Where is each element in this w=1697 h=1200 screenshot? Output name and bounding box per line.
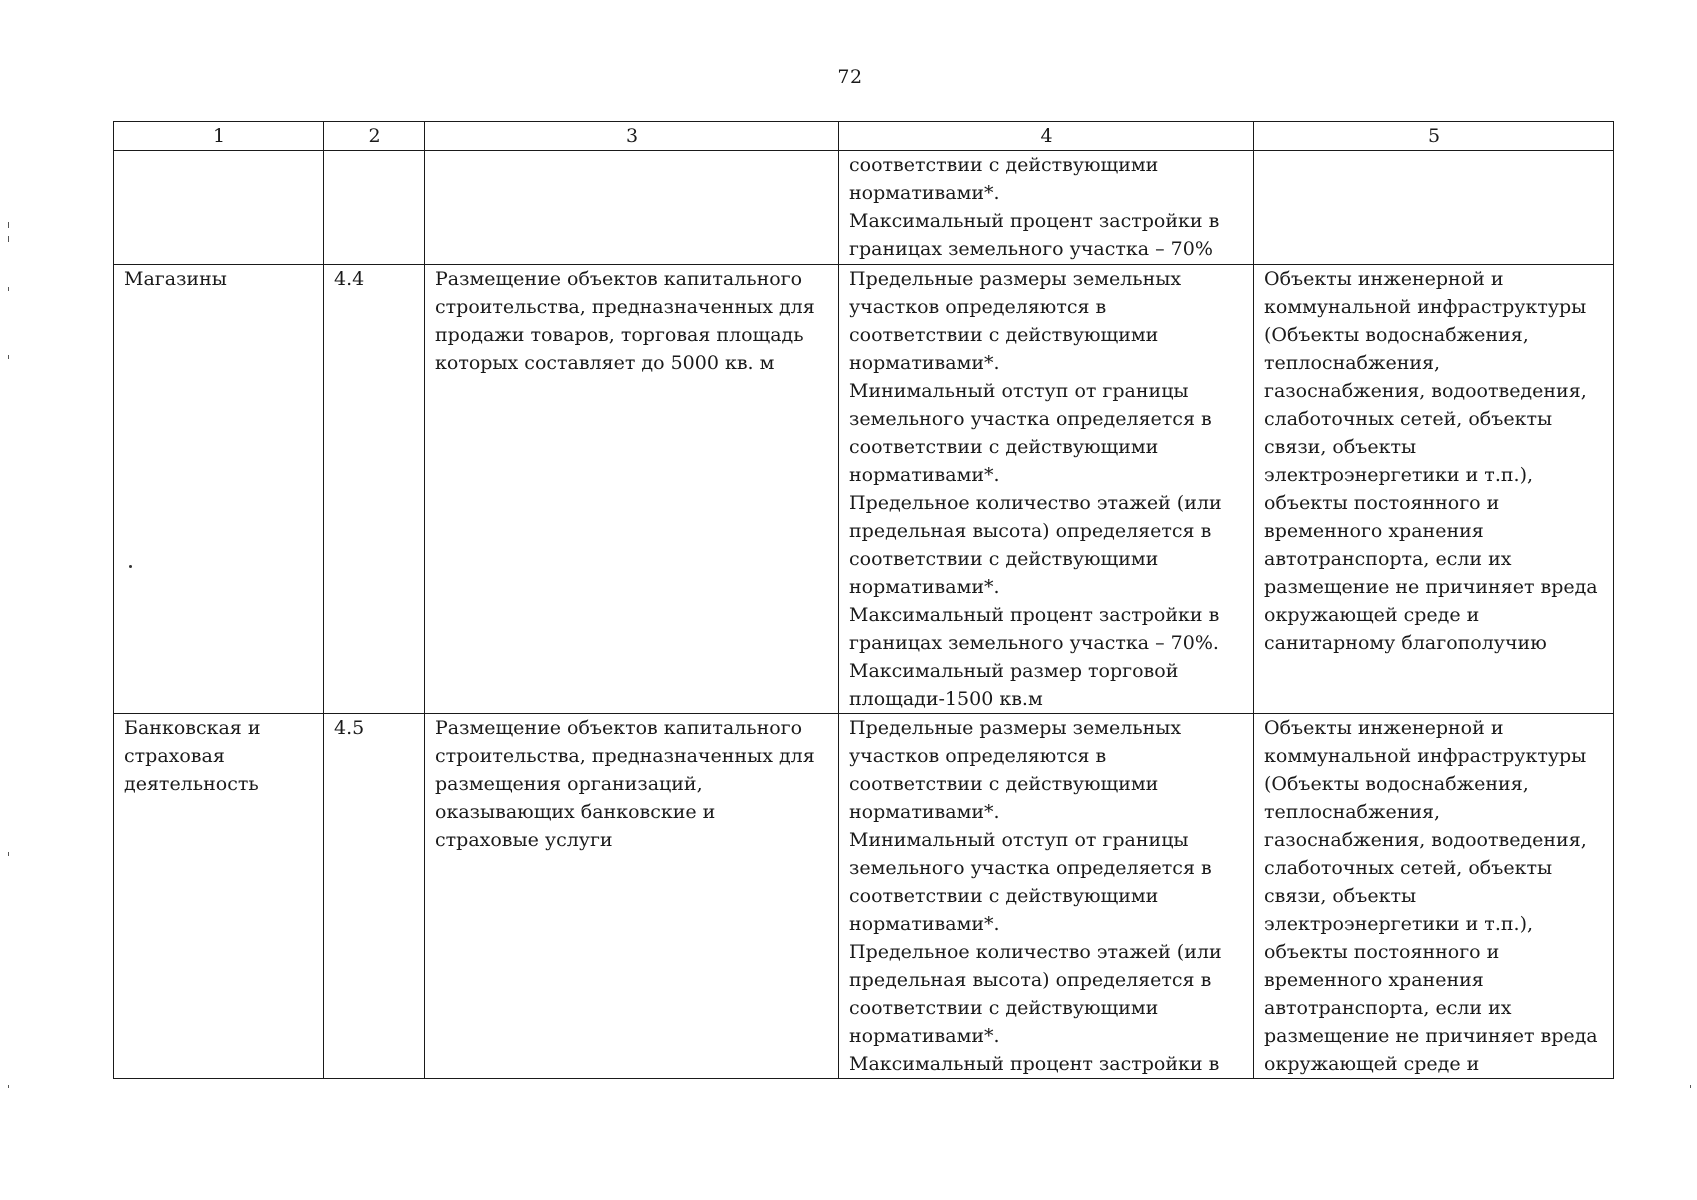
cell-text-line: нормативами*. [849,576,1000,598]
cell-text-line: (Объекты водоснабжения, [1264,773,1529,795]
cell-text-line: земельного участка определяется в [849,408,1212,430]
cell-text-line: связи, объекты [1264,885,1417,907]
cell-use-name [114,151,324,265]
cell-text-line: объекты постоянного и [1264,492,1500,514]
cell-text-line: санитарному благополучию [1264,632,1547,654]
cell-text-line: размещения организаций, [435,773,703,795]
cell-use-code: 4.4 [324,265,425,714]
cell-text-line: страховая [124,745,225,767]
cell-text-line: связи, объекты [1264,436,1417,458]
cell-text-line: продажи товаров, торговая площадь [435,324,804,346]
cell-text-line: нормативами*. [849,182,1000,204]
cell-text-line: размещение не причиняет вреда [1264,576,1598,598]
cell-text-line: Объекты инженерной и [1264,268,1504,290]
header-col-4: 4 [839,122,1254,151]
cell-auxiliary-uses [1254,151,1614,265]
cell-text-line: границах земельного участка – 70% [849,238,1213,260]
cell-text-line: автотранспорта, если их [1264,548,1512,570]
cell-parameters [839,714,1254,1079]
cell-text-line: деятельность [124,773,259,795]
cell-text-line: соответствии с действующими [849,885,1159,907]
scan-artifact [129,565,132,568]
cell-text-line: предельная высота) определяется в [849,520,1212,542]
cell-text-line: Объекты инженерной и [1264,717,1504,739]
header-col-5: 5 [1254,122,1614,151]
cell-text-line: теплоснабжения, [1264,352,1441,374]
cell-use-description [425,714,839,1079]
cell-text-line: страховые услуги [435,829,613,851]
cell-text-line: нормативами*. [849,1025,1000,1047]
cell-use-name [114,714,324,1079]
cell-text-line: которых составляет до 5000 кв. м [435,352,775,374]
cell-use-description [425,265,839,714]
cell-text-line: коммунальной инфраструктуры [1264,745,1587,767]
cell-text-line: строительства, предназначенных для [435,296,815,318]
cell-text-line: нормативами*. [849,464,1000,486]
cell-text-line: газоснабжения, водоотведения, [1264,829,1587,851]
cell-use-code [324,151,425,265]
scan-artifact [8,355,9,359]
scan-artifact [8,236,9,242]
cell-text-line: Предельное количество этажей (или [849,941,1222,963]
cell-text-line: Размещение объектов капитального [435,268,803,290]
cell-text-line: участков определяются в [849,745,1107,767]
cell-text-line: размещение не причиняет вреда [1264,1025,1598,1047]
cell-text-line: нормативами*. [849,801,1000,823]
zoning-table [113,121,1614,1079]
header-col-2: 2 [324,122,425,151]
cell-text-line: соответствии с действующими [849,997,1159,1019]
cell-text-line: автотранспорта, если их [1264,997,1512,1019]
cell-use-name [114,265,324,714]
cell-text-line: газоснабжения, водоотведения, [1264,380,1587,402]
scan-artifact [1690,1085,1691,1088]
page-number: 72 [837,66,863,88]
cell-text-line: временного хранения [1264,969,1484,991]
cell-text-line: Предельные размеры земельных [849,268,1182,290]
cell-text-line: земельного участка определяется в [849,857,1212,879]
cell-text-line: соответствии с действующими [849,154,1159,176]
cell-text-line: объекты постоянного и [1264,941,1500,963]
cell-text-line: предельная высота) определяется в [849,969,1212,991]
cell-text-line: участков определяются в [849,296,1107,318]
cell-text-line: электроэнергетики и т.п.), [1264,913,1534,935]
cell-text-line: слаботочных сетей, объекты [1264,857,1553,879]
scan-artifact [8,222,9,228]
cell-text-line: Размещение объектов капитального [435,717,803,739]
cell-text-line: Предельное количество этажей (или [849,492,1222,514]
cell-text-line: строительства, предназначенных для [435,745,815,767]
cell-text-line: Максимальный процент застройки в [849,1053,1220,1075]
cell-text-line: окружающей среде и [1264,604,1480,626]
cell-text-line: слаботочных сетей, объекты [1264,408,1553,430]
cell-text-line: Минимальный отступ от границы [849,829,1189,851]
cell-text-line: Максимальный процент застройки в [849,604,1220,626]
scan-artifact [8,287,9,291]
cell-text-line: теплоснабжения, [1264,801,1441,823]
header-col-1: 1 [114,122,324,151]
cell-text-line: соответствии с действующими [849,324,1159,346]
cell-text-line: временного хранения [1264,520,1484,542]
table-row [114,151,1614,265]
cell-text-line: соответствии с действующими [849,548,1159,570]
scan-artifact [8,1085,9,1088]
cell-text-line: нормативами*. [849,352,1000,374]
cell-text-line: электроэнергетики и т.п.), [1264,464,1534,486]
cell-parameters [839,151,1254,265]
cell-text-line: (Объекты водоснабжения, [1264,324,1529,346]
cell-text-line: Максимальный процент застройки в [849,210,1220,232]
cell-text-line: Максимальный размер торговой [849,660,1179,682]
cell-text-line: Магазины [124,268,227,290]
cell-text-line: нормативами*. [849,913,1000,935]
cell-text-line: окружающей среде и [1264,1053,1480,1075]
table-row [114,714,1614,1079]
cell-parameters [839,265,1254,714]
cell-auxiliary-uses [1254,265,1614,714]
cell-text-line: соответствии с действующими [849,773,1159,795]
cell-text-line: коммунальной инфраструктуры [1264,296,1587,318]
table-row [114,265,1614,714]
cell-text-line: Минимальный отступ от границы [849,380,1189,402]
header-col-3: 3 [425,122,839,151]
cell-text-line: оказывающих банковские и [435,801,716,823]
cell-text-line: соответствии с действующими [849,436,1159,458]
cell-use-description [425,151,839,265]
cell-auxiliary-uses [1254,714,1614,1079]
scan-artifact [8,852,9,856]
cell-use-code: 4.5 [324,714,425,1079]
cell-text-line: площади-1500 кв.м [849,688,1043,710]
cell-text-line: Банковская и [124,717,261,739]
cell-text-line: границах земельного участка – 70%. [849,632,1219,654]
cell-text-line: Предельные размеры земельных [849,717,1182,739]
header-row [114,122,1614,151]
